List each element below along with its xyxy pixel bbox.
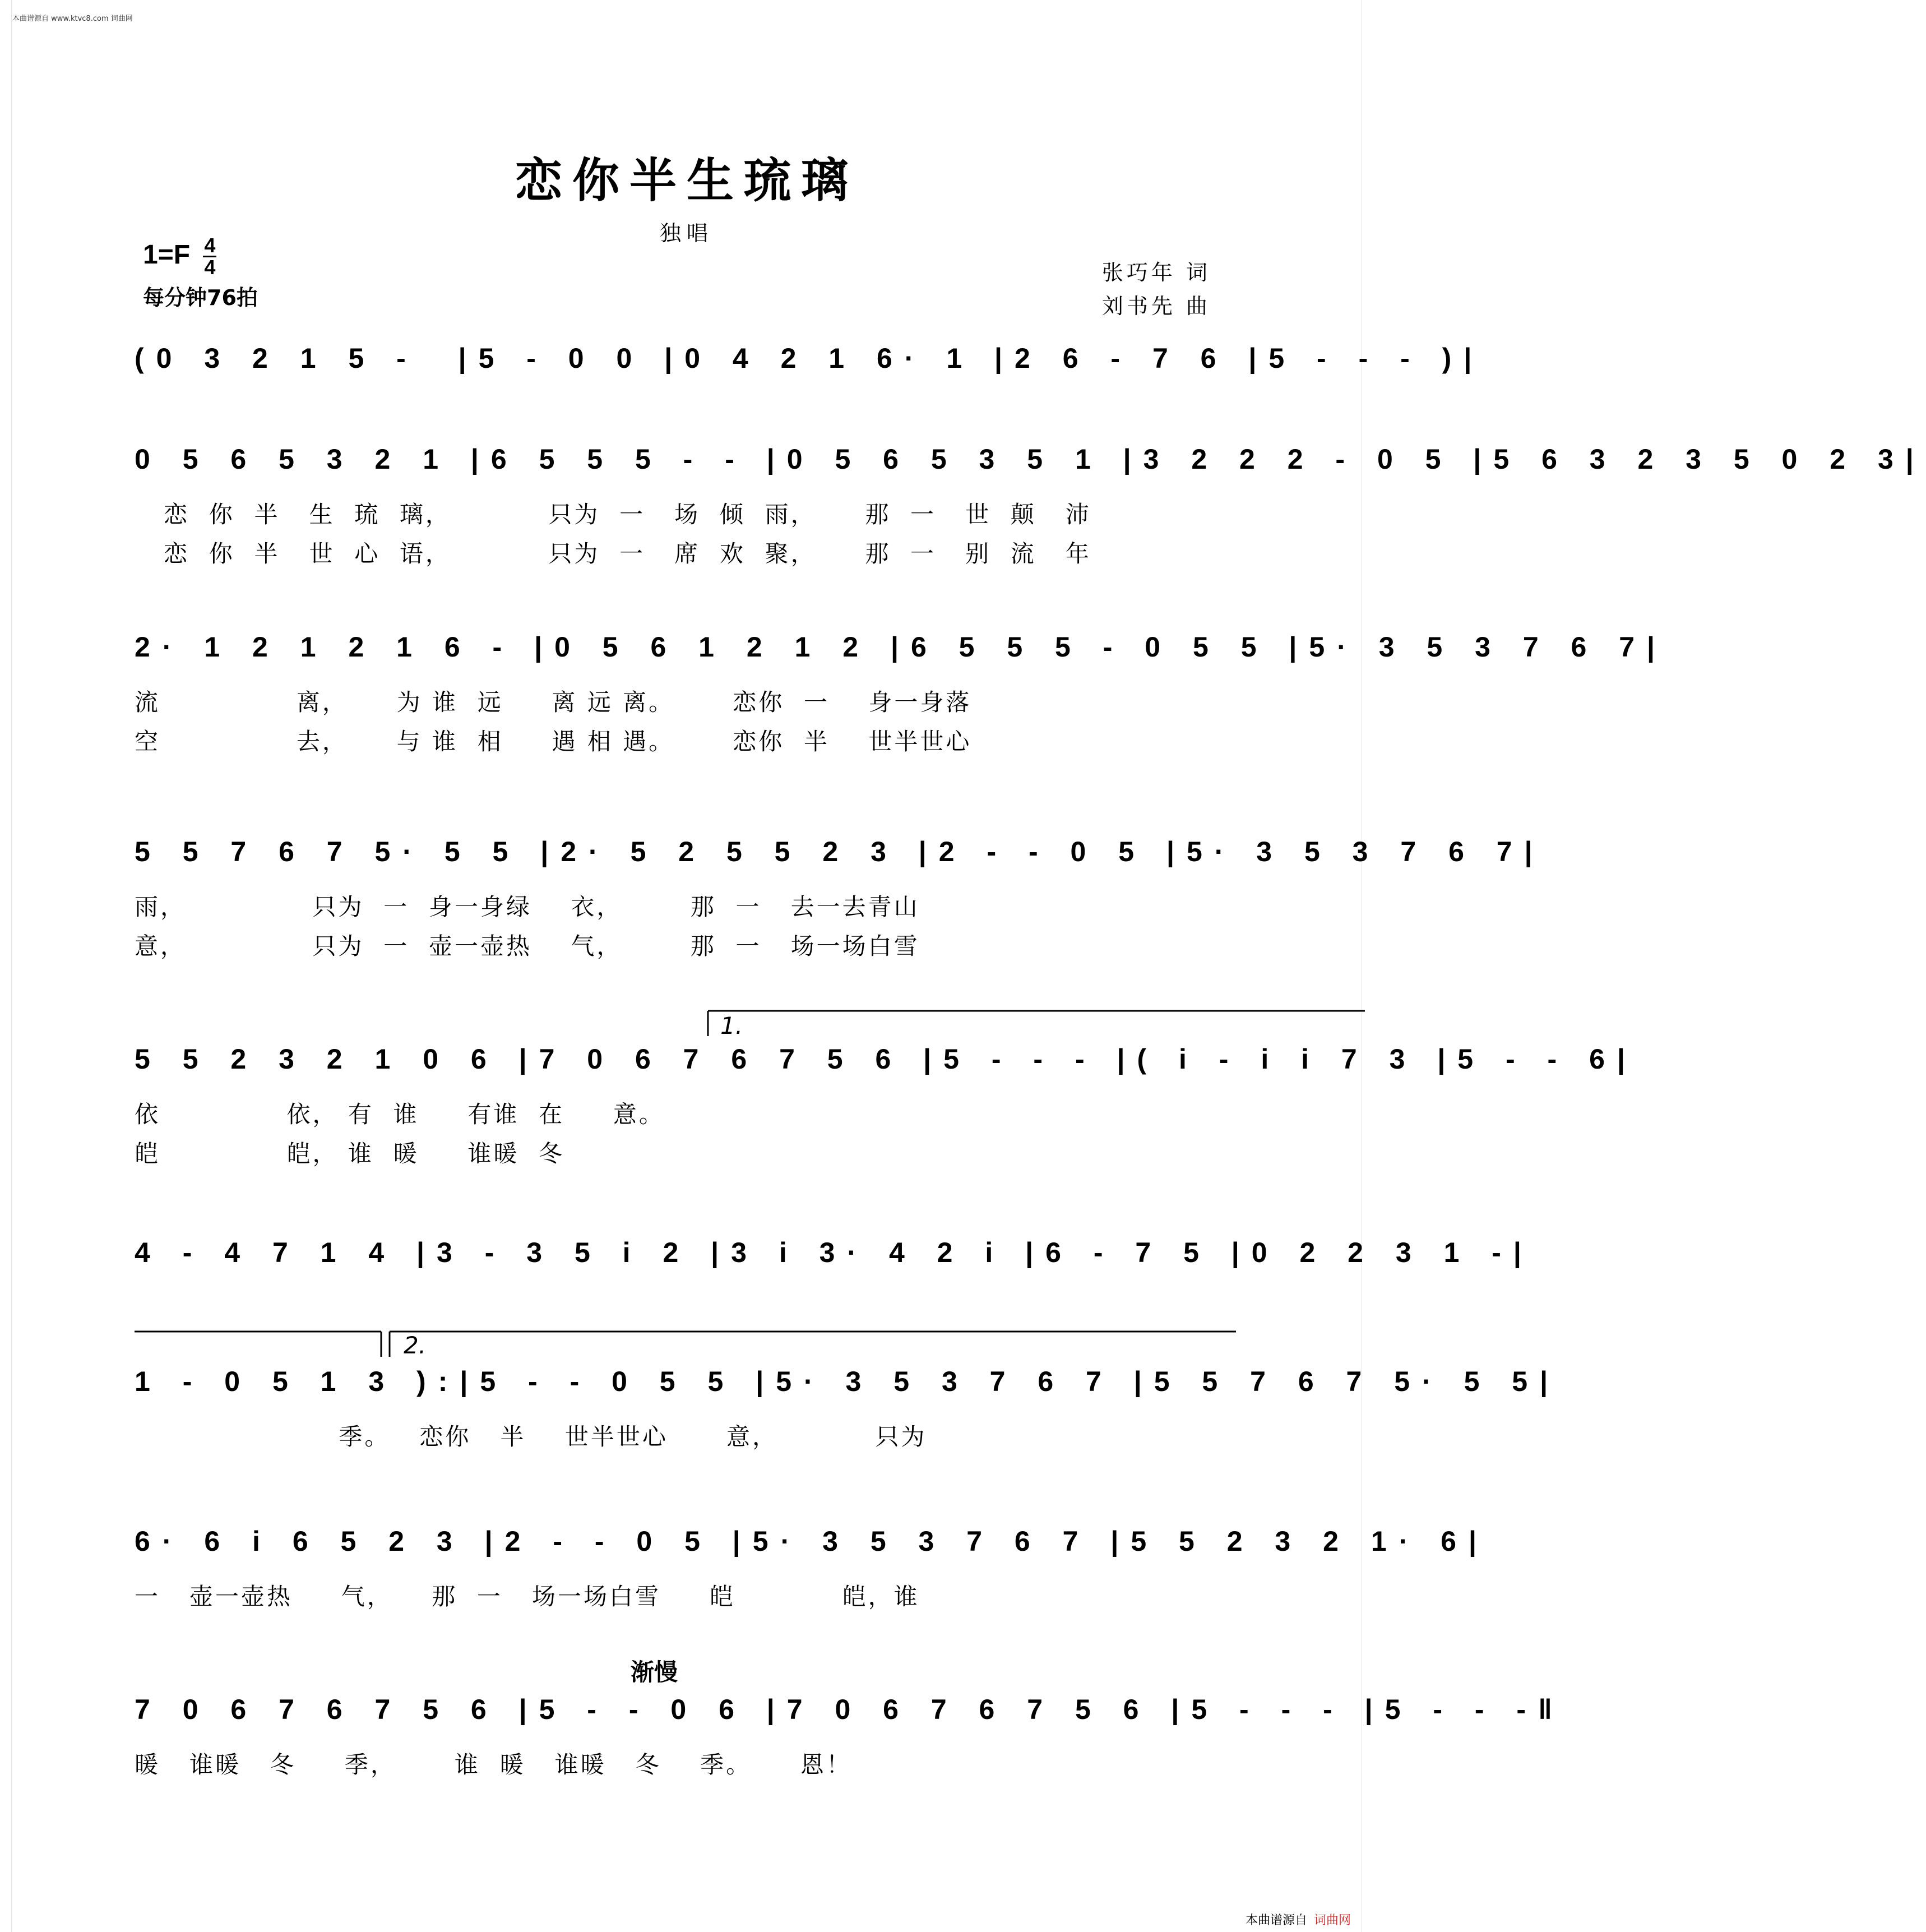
key-signature — [143, 235, 216, 278]
tempo-marking: 每分钟76拍 — [143, 285, 258, 310]
lyric-verse-1: 暖 谁暖 冬 季， 谁 暖 谁暖 冬 季。 恩！ — [135, 1751, 852, 1778]
left-border — [0, 0, 12, 1932]
volta-2-bracket — [135, 1329, 1239, 1360]
right-border — [1362, 0, 1373, 1932]
notation-line: 2· 1 2 1 2 1 6 - |0 5 6 1 2 1 2 |6 5 5 5 - 0 5 5 |5· 3 5 3 7 6 7| — [135, 631, 1668, 663]
notation-line: 5 5 7 6 7 5· 5 5 |2· 5 2 5 5 2 3 |2 - - 0 5 |5· 3 5 3 7 6 7| — [135, 836, 1545, 867]
lyric-verse-2: 恋 你 半 世 心 语， 只为 一 席 欢 聚， 那 一 别 流 年 — [135, 540, 1091, 567]
notation-line: 5 5 2 3 2 1 0 6 |7 0 6 7 6 7 5 6 |5 - - - |( i - i i 7 3 |5 - - 6| — [135, 1043, 1637, 1075]
tempo-change-marking: 渐慢 — [631, 1658, 678, 1686]
lyric-verse-1: 一 壶一壶热 气， 那 一 场一场白雪 皑 皑，谁 — [135, 1583, 920, 1610]
notation-line: 7 0 6 7 6 7 5 6 |5 - - 0 6 |7 0 6 7 6 7 5 6 |5 - - - |5 - - -‖ — [135, 1694, 1564, 1725]
volta-2-label: 2. — [404, 1332, 427, 1359]
time-signature — [203, 235, 216, 278]
notation-line: (0 3 2 1 5 - |5 - 0 0 |0 4 2 1 6· 1 |2 6 - 7 6 |5 - - - )| — [135, 343, 1484, 374]
time-signature-bottom: 4 — [204, 256, 216, 279]
lyric-verse-1: 流 离， 为 谁 远 离 远 离。 恋你 一 身一身落 — [135, 688, 972, 716]
lyricist-credit: 张巧年 词 — [1101, 260, 1211, 285]
lyric-verse-1: 雨， 只为 一 身一身绿 衣， 那 一 去一去青山 — [135, 893, 920, 921]
song-title: 恋你半生琉璃 — [515, 152, 858, 208]
lyric-verse-2: 意， 只为 一 壶一壶热 气， 那 一 场一场白雪 — [135, 932, 920, 960]
lyric-verse-2: 皑 皑， 谁 暖 谁暖 冬 — [135, 1140, 565, 1167]
notation-line: 4 - 4 7 1 4 |3 - 3 5 i 2 |3 i 3· 4 2 i |6 - 7 5 |0 2 2 3 1 -| — [135, 1237, 1534, 1268]
key-label: 1=F — [143, 240, 191, 270]
composer-credit: 刘书先 曲 — [1101, 294, 1211, 318]
volta-1-label: 1. — [720, 1012, 743, 1039]
time-signature-top: 4 — [204, 234, 216, 257]
notation-line: 1 - 0 5 1 3 ):|5 - - 0 5 5 |5· 3 5 3 7 6 7 |5 5 7 6 7 5· 5 5| — [135, 1366, 1561, 1397]
lyric-verse-1: 恋 你 半 生 琉 璃， 只为 一 场 倾 雨， 那 一 世 颠 沛 — [135, 501, 1091, 528]
footer-brand[interactable]: 词曲网 — [1313, 1913, 1351, 1928]
volta-1-bracket — [706, 1009, 1368, 1037]
song-subtitle: 独唱 — [659, 221, 714, 246]
notation-line: 0 5 6 5 3 2 1 |6 5 5 5 - - |0 5 6 5 3 5 1 |3 2 2 2 - 0 5 |5 6 3 2 3 5 0 2 3| — [135, 443, 1926, 475]
notation-line: 6· 6 i 6 5 2 3 |2 - - 0 5 |5· 3 5 3 7 6 7 |5 5 2 3 2 1· 6| — [135, 1526, 1489, 1557]
lyric-verse-1: 季。 恋你 半 世半世心 意， 只为 — [135, 1423, 927, 1450]
footer-source — [1246, 1911, 1351, 1928]
footer-source-text: 本曲谱源自 — [1245, 1913, 1307, 1928]
header-source: 本曲谱源自 www.ktvc8.com 词曲网 — [12, 15, 133, 23]
lyric-verse-2: 空 去， 与 谁 相 遇 相 遇。 恋你 半 世半世心 — [135, 728, 972, 755]
lyric-verse-1: 依 依， 有 谁 有谁 在 意。 — [135, 1101, 665, 1128]
